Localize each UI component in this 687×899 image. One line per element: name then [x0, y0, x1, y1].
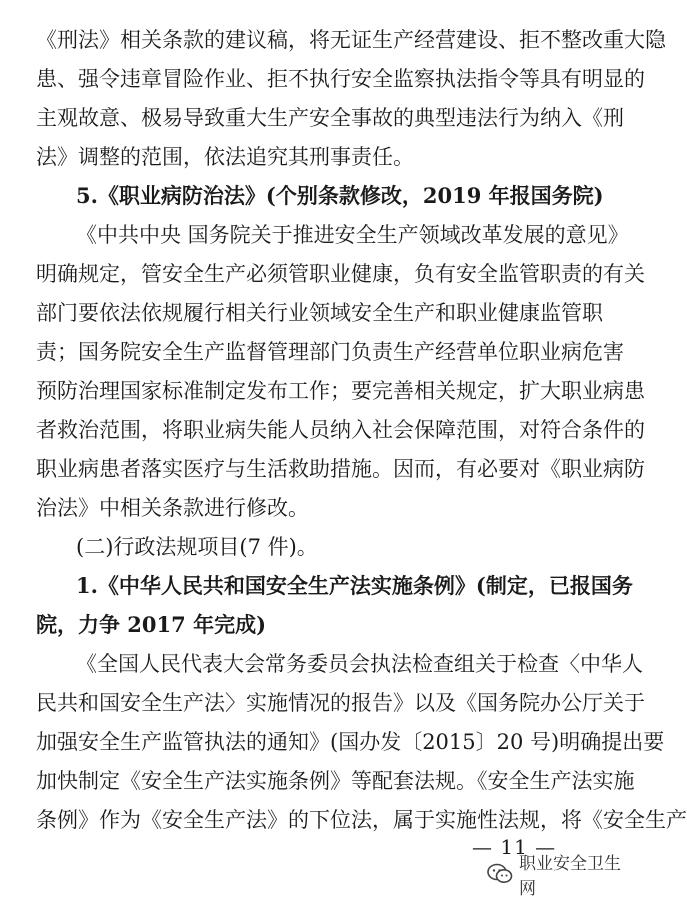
text-line: 法》调整的范围，依法追究其刑事责任。 [36, 145, 414, 169]
text-line: 《刑法》相关条款的建议稿，将无证生产经营建设、拒不整改重大隐 [36, 28, 666, 52]
section-heading: 1.《中华人民共和国安全生产法实施条例》(制定，已报国务 [76, 573, 633, 598]
text-line: 预防治理国家标准制定发布工作；要完善相关规定，扩大职业病患 [36, 379, 645, 403]
text-line: 《全国人民代表大会常务委员会执法检查组关于检查〈中华人 [76, 652, 643, 676]
text-line: 明确规定，管安全生产必须管职业健康，负有安全监管职责的有关 [36, 262, 645, 286]
subsection-heading: (二)行政法规项目(7 件)。 [76, 535, 318, 559]
watermark-text: 职业安全卫生网 [519, 854, 621, 899]
section-heading-continued: 院，力争 2017 年完成) [36, 612, 267, 637]
text-line: 部门要依法依规履行相关行业领域安全生产和职业健康监管职 [36, 301, 603, 325]
text-line: 加强安全生产监管执法的通知》(国办发〔2015〕20 号)明确提出要 [36, 730, 665, 754]
text-line: 职业病患者落实医疗与生活救助措施。因而，有必要对《职业病防 [36, 457, 645, 481]
text-line: 主观故意、极易导致重大生产安全事故的典型违法行为纳入《刑 [36, 106, 624, 130]
text-line: 《中共中央 国务院关于推进安全生产领域改革发展的意见》 [76, 223, 629, 247]
page-number: — 11 — [472, 835, 557, 859]
text-line: 民共和国安全生产法〉实施情况的报告》以及《国务院办公厅关于 [36, 691, 645, 715]
text-line: 责；国务院安全生产监督管理部门负责生产经营单位职业病危害 [36, 340, 624, 364]
watermark [487, 854, 627, 899]
text-line: 治法》中相关条款进行修改。 [36, 496, 309, 520]
text-line: 者救治范围，将职业病失能人员纳入社会保障范围，对符合条件的 [36, 418, 645, 442]
wechat-icon [487, 863, 513, 885]
text-line: 患、强令违章冒险作业、拒不执行安全监察执法指令等具有明显的 [36, 67, 645, 91]
text-line: 条例》作为《安全生产法》的下位法，属于实施性法规，将《安全生产 [36, 808, 687, 832]
text-line: 加快制定《安全生产法实施条例》等配套法规。《安全生产法实施 [36, 769, 635, 793]
section-heading: 5.《职业病防治法》(个别条款修改，2019 年报国务院) [76, 183, 604, 208]
